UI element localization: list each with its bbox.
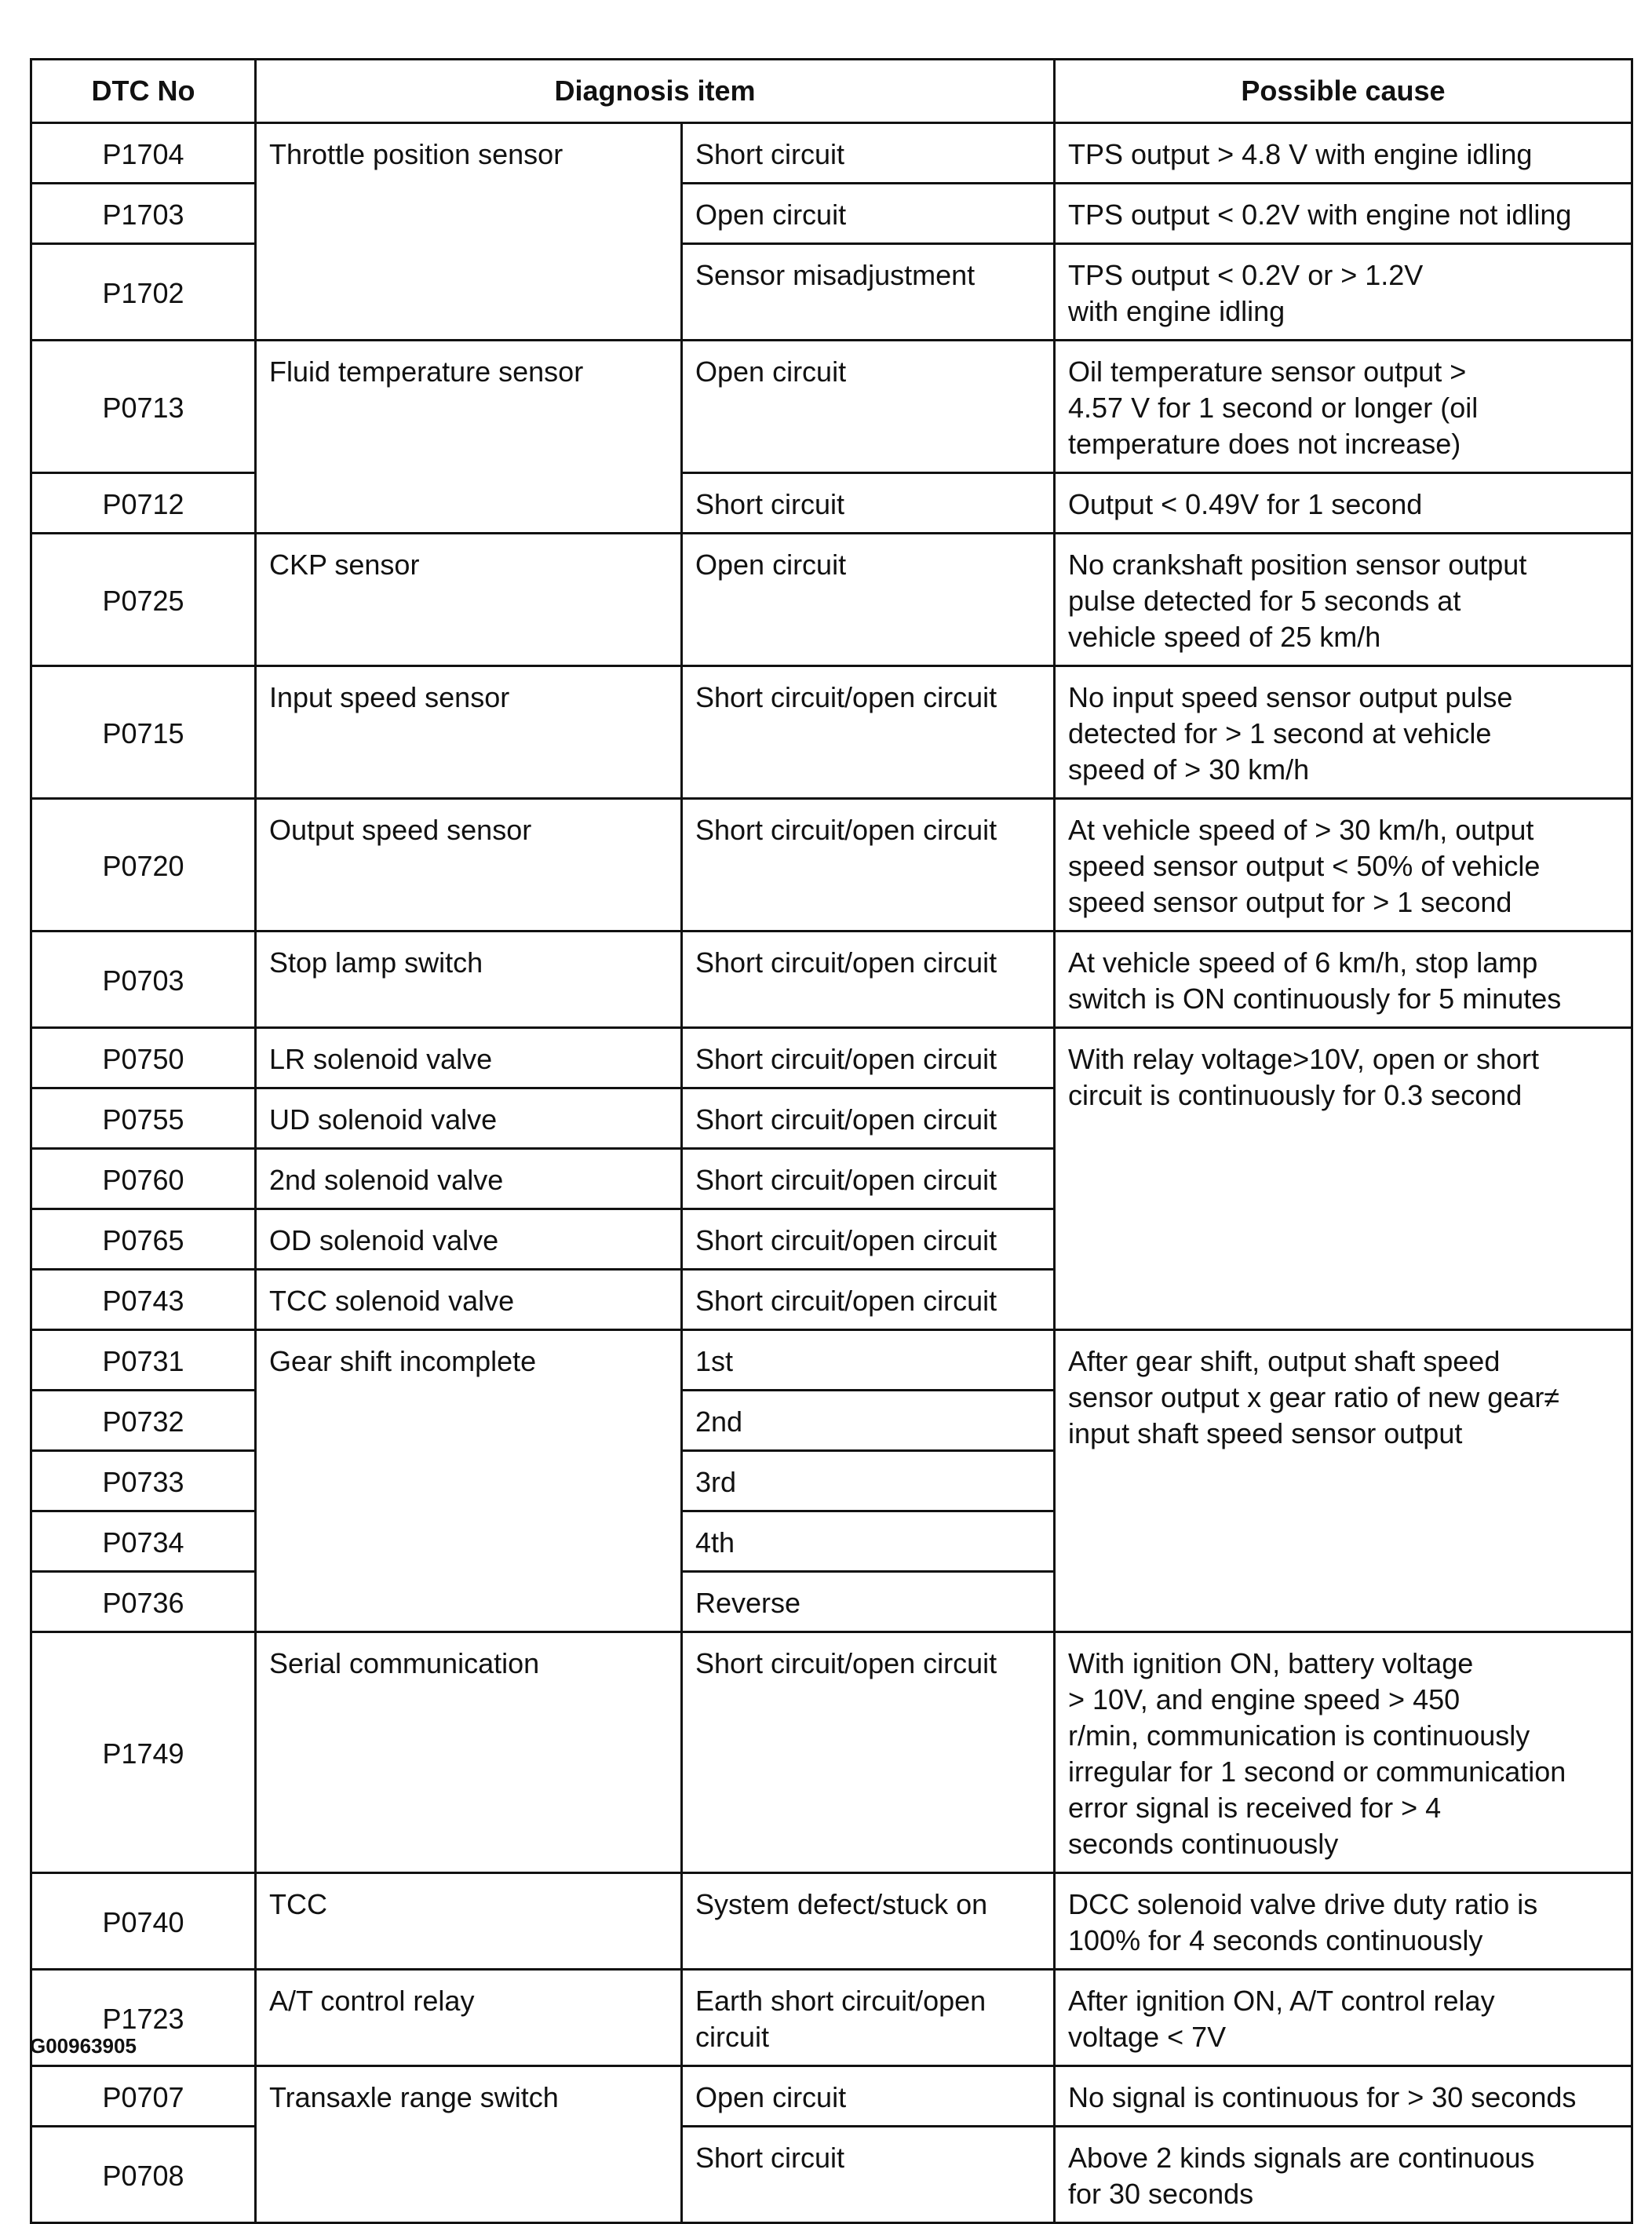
- dtc-code: P0733: [31, 1451, 256, 1511]
- diagnosis-subitem: Short circuit/open circuit: [682, 799, 1055, 932]
- dtc-code: P0734: [31, 1511, 256, 1572]
- dtc-code: P1702: [31, 244, 256, 341]
- dtc-code: P0713: [31, 341, 256, 473]
- dtc-code: P0732: [31, 1391, 256, 1451]
- diagnosis-item: OD solenoid valve: [256, 1209, 682, 1270]
- diagnosis-subitem: Short circuit: [682, 123, 1055, 184]
- header-row: [31, 60, 1632, 123]
- diagnosis-subitem: 1st: [682, 1330, 1055, 1391]
- diagnosis-subitem: Reverse: [682, 1572, 1055, 1632]
- dtc-code: P0740: [31, 1873, 256, 1970]
- header-dtc-no: DTC No: [31, 60, 256, 123]
- possible-cause: Output < 0.49V for 1 second: [1055, 473, 1632, 534]
- diagnosis-subitem: 4th: [682, 1511, 1055, 1572]
- dtc-code: P0750: [31, 1028, 256, 1088]
- possible-cause: TPS output < 0.2V with engine not idling: [1055, 184, 1632, 244]
- dtc-code: P0760: [31, 1149, 256, 1209]
- diagnosis-subitem: Sensor misadjustment: [682, 244, 1055, 341]
- diagnosis-item: UD solenoid valve: [256, 1088, 682, 1149]
- diagnosis-item: Input speed sensor: [256, 666, 682, 799]
- diagnosis-subitem: Short circuit/open circuit: [682, 1149, 1055, 1209]
- possible-cause: At vehicle speed of > 30 km/h, output speed sensor output < 50% of vehicle speed sensor output for > 1 second: [1055, 799, 1632, 932]
- table-row: [31, 1028, 1632, 1088]
- dtc-code: P0720: [31, 799, 256, 932]
- possible-cause: At vehicle speed of 6 km/h, stop lamp switch is ON continuously for 5 minutes: [1055, 932, 1632, 1028]
- diagnosis-item: LR solenoid valve: [256, 1028, 682, 1088]
- diagnosis-subitem: System defect/stuck on: [682, 1873, 1055, 1970]
- dtc-code: P0712: [31, 473, 256, 534]
- possible-cause: No signal is continuous for > 30 seconds: [1055, 2066, 1632, 2127]
- diagnosis-subitem: Short circuit/open circuit: [682, 932, 1055, 1028]
- table-row: [31, 123, 1632, 184]
- diagnosis-item: Serial communication: [256, 1632, 682, 1873]
- diagnosis-subitem: Open circuit: [682, 2066, 1055, 2127]
- diagnosis-subitem: Short circuit/open circuit: [682, 666, 1055, 799]
- diagnosis-subitem: 3rd: [682, 1451, 1055, 1511]
- possible-cause: Oil temperature sensor output > 4.57 V for 1 second or longer (oil temperature does not increase): [1055, 341, 1632, 473]
- diagnosis-subitem: Short circuit/open circuit: [682, 1028, 1055, 1088]
- header-diagnosis-item: Diagnosis item: [256, 60, 1055, 123]
- dtc-code: P0708: [31, 2127, 256, 2223]
- dtc-code: P0707: [31, 2066, 256, 2127]
- table-row: [31, 1873, 1632, 1970]
- header-possible-cause: Possible cause: [1055, 60, 1632, 123]
- dtc-code: P0703: [31, 932, 256, 1028]
- diagnosis-item: CKP sensor: [256, 534, 682, 666]
- diagnosis-subitem: Short circuit: [682, 473, 1055, 534]
- diagnosis-subitem: 2nd: [682, 1391, 1055, 1451]
- diagnosis-item: Stop lamp switch: [256, 932, 682, 1028]
- dtc-code: P0743: [31, 1270, 256, 1330]
- dtc-code: P0755: [31, 1088, 256, 1149]
- table-row: [31, 341, 1632, 473]
- diagnosis-item: 2nd solenoid valve: [256, 1149, 682, 1209]
- possible-cause: DCC solenoid valve drive duty ratio is 100% for 4 seconds continuously: [1055, 1873, 1632, 1970]
- dtc-code: P0725: [31, 534, 256, 666]
- table-row: [31, 534, 1632, 666]
- diagnosis-subitem: Short circuit/open circuit: [682, 1632, 1055, 1873]
- possible-cause: With ignition ON, battery voltage > 10V, and engine speed > 450 r/min, communication is continuously irregular for 1 second or communication error signal is received for > 4 seconds continuously: [1055, 1632, 1632, 1873]
- diagnosis-item: TCC solenoid valve: [256, 1270, 682, 1330]
- table-row: [31, 1970, 1632, 2066]
- possible-cause: TPS output < 0.2V or > 1.2V with engine idling: [1055, 244, 1632, 341]
- diagnosis-subitem: Short circuit/open circuit: [682, 1088, 1055, 1149]
- diagnosis-item: TCC: [256, 1873, 682, 1970]
- diagnosis-item: A/T control relay: [256, 1970, 682, 2066]
- diagnosis-item: Fluid temperature sensor: [256, 341, 682, 534]
- diagnosis-subitem: Open circuit: [682, 341, 1055, 473]
- diagnosis-subitem: Earth short circuit/open circuit: [682, 1970, 1055, 2066]
- possible-cause: No input speed sensor output pulse detected for > 1 second at vehicle speed of > 30 km/h: [1055, 666, 1632, 799]
- figure-id: G00963905: [30, 2034, 137, 2058]
- diagnosis-subitem: Short circuit/open circuit: [682, 1209, 1055, 1270]
- table-row: [31, 1632, 1632, 1873]
- dtc-code: P0715: [31, 666, 256, 799]
- diagnosis-subitem: Short circuit/open circuit: [682, 1270, 1055, 1330]
- possible-cause: Above 2 kinds signals are continuous for 30 seconds: [1055, 2127, 1632, 2223]
- table-row: [31, 799, 1632, 932]
- diagnosis-item: Output speed sensor: [256, 799, 682, 932]
- dtc-code: P1723: [31, 1970, 256, 2066]
- dtc-code: P1749: [31, 1632, 256, 1873]
- table-row: [31, 2066, 1632, 2127]
- diagnosis-item: Transaxle range switch: [256, 2066, 682, 2223]
- diagnosis-subitem: Short circuit: [682, 2127, 1055, 2223]
- diagnosis-item: Gear shift incomplete: [256, 1330, 682, 1632]
- dtc-code: P0765: [31, 1209, 256, 1270]
- possible-cause: After gear shift, output shaft speed sensor output x gear ratio of new gear≠ input shaft speed sensor output: [1055, 1330, 1632, 1632]
- dtc-code: P1704: [31, 123, 256, 184]
- diagnosis-item: Throttle position sensor: [256, 123, 682, 341]
- dtc-table: [30, 58, 1633, 2224]
- diagnosis-subitem: Open circuit: [682, 184, 1055, 244]
- dtc-code: P0731: [31, 1330, 256, 1391]
- table-row: [31, 932, 1632, 1028]
- table-row: [31, 1330, 1632, 1391]
- possible-cause: TPS output > 4.8 V with engine idling: [1055, 123, 1632, 184]
- possible-cause: With relay voltage>10V, open or short circuit is continuously for 0.3 second: [1055, 1028, 1632, 1330]
- possible-cause: After ignition ON, A/T control relay voltage < 7V: [1055, 1970, 1632, 2066]
- dtc-code: P0736: [31, 1572, 256, 1632]
- table-row: [31, 666, 1632, 799]
- possible-cause: No crankshaft position sensor output pulse detected for 5 seconds at vehicle speed of 25 km/h: [1055, 534, 1632, 666]
- diagnosis-subitem: Open circuit: [682, 534, 1055, 666]
- dtc-code: P1703: [31, 184, 256, 244]
